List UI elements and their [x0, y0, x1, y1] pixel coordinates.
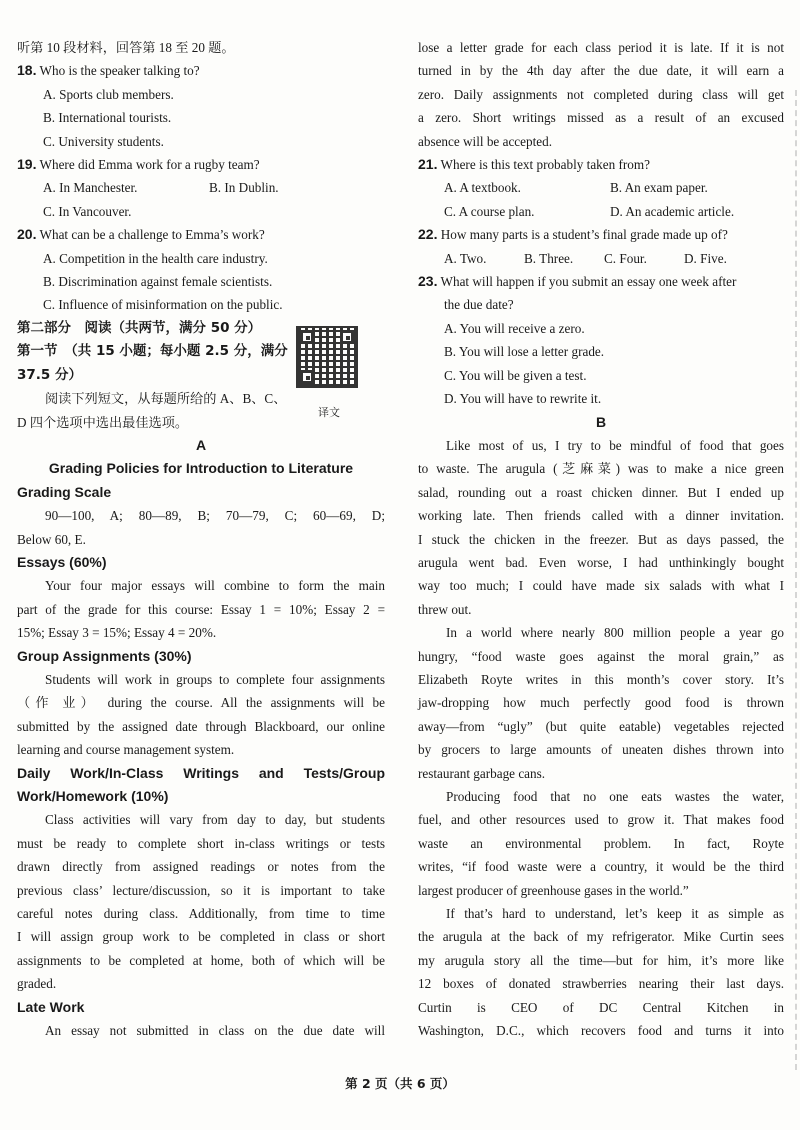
- option-c: C. A course plan.: [444, 203, 535, 219]
- passage-title: Grading Policies for Introduction to Literature: [48, 460, 354, 477]
- question-18: [17, 59, 385, 82]
- passage-letter-a: A: [195, 436, 207, 453]
- paragraph-line: a zero. Short writings missed as a result of an excused: [418, 110, 784, 126]
- paragraph-line: part of the grade for this course: Essay 1 = 10%; Essay 2 =: [17, 601, 385, 617]
- question-23: [418, 270, 784, 293]
- paragraph-line: Producing food that no one eats wastes the water,: [446, 789, 784, 804]
- paragraph-line: arugula went bad. Even worse, I had unthinkingly bought: [418, 554, 784, 570]
- paragraph-line: fuel, and other resources used to grow it. That makes food: [418, 812, 784, 828]
- paragraph-line: If that’s hard to understand, let’s keep it as simple as: [446, 906, 784, 922]
- option-a: A. A textbook.: [444, 180, 521, 196]
- question-number: 20.: [17, 226, 37, 243]
- paragraph-line: threw out.: [418, 601, 472, 617]
- option-b: B. An exam paper.: [610, 180, 708, 196]
- paragraph-line: Your four major essays will combine to form the main: [45, 578, 385, 594]
- question-number: 18.: [17, 62, 37, 79]
- paragraph-line: submitted by the assigned date through Blackboard, our online: [17, 718, 385, 734]
- question-number: 22.: [418, 226, 438, 243]
- paragraph-line: Class activities will vary from day to day, but students: [45, 812, 385, 828]
- option-a: A. You will receive a zero.: [444, 320, 585, 336]
- options-row: [418, 176, 784, 199]
- question-number: 19.: [17, 156, 37, 173]
- question-text: Who is the speaker talking to?: [39, 63, 200, 79]
- question-text: Where is this text probably taken from?: [440, 157, 650, 173]
- paragraph-line: working late. Then friends called with a dinner invitation.: [418, 508, 784, 524]
- options-row: [418, 247, 784, 270]
- option-a: A. Two.: [444, 250, 487, 266]
- question-text-cont: the due date?: [444, 297, 514, 313]
- options-row: [418, 200, 784, 223]
- question-20: [17, 223, 385, 246]
- question-text: What can be a challenge to Emma’s work?: [39, 227, 265, 243]
- passage-letter-b: B: [595, 413, 607, 430]
- option-b: B. Three.: [524, 250, 574, 266]
- option-c: C. University students.: [43, 133, 164, 149]
- option-a: A. Sports club members.: [43, 86, 174, 102]
- left-column: [17, 36, 385, 1042]
- paragraph-line: hungry, “food waste goes against the moral grain,” as: [418, 648, 784, 664]
- paragraph-line: by grocers to large amounts of uneaten dishes thrown into: [418, 742, 784, 758]
- question-22: [418, 223, 784, 246]
- paragraph-line: Elizabeth Royte writes in this month’s cover story. It’s: [418, 671, 784, 687]
- paragraph-line: previous class’ lecture/discussion, so it is important to take: [17, 882, 385, 898]
- paragraph-line: absence will be accepted.: [418, 133, 552, 149]
- paragraph-line: writes, “if food waste were a country, it would be the third: [418, 859, 784, 875]
- paragraph-line: Washington, D.C., which recovers food and turns it into: [418, 1023, 784, 1039]
- daily-work-heading-cont: Work/Homework (10%): [17, 788, 169, 804]
- paragraph-line: waste an environmental problem. In fact, Royte: [418, 835, 784, 851]
- option-a: A. Competition in the health care industry.: [43, 250, 268, 266]
- grading-scale-heading: Grading Scale: [17, 483, 112, 500]
- paragraph-line: turned in by the 4th day after the due date, it will earn a: [418, 63, 784, 79]
- paragraph-line: I stuck the chicken in the freezer. But as days passed, the: [418, 531, 784, 547]
- paragraph-line: 15%; Essay 3 = 15%; Essay 4 = 20%.: [17, 625, 217, 641]
- paragraph-line: In a world where nearly 800 million people a year go: [446, 625, 784, 641]
- option-c: C. Four.: [604, 250, 647, 266]
- paragraph-line: jaw-dropping how much perfectly good food is thrown: [418, 695, 784, 711]
- qr-code-icon: [296, 326, 358, 388]
- reading-instruction: 阅读下列短文，从每题所给的 A、B、C、: [45, 391, 287, 407]
- paragraph-line: learning and course management system.: [17, 742, 235, 758]
- question-number: 23.: [418, 273, 438, 290]
- option-b: B. You will lose a letter grade.: [444, 344, 605, 360]
- paragraph-line: 90—100, A; 80—89, B; 70—79, C; 60—69, D;: [45, 508, 385, 524]
- option-d: D. Five.: [684, 250, 727, 266]
- paragraph-line: zero. Daily assignments not completed during class will get: [418, 86, 784, 102]
- page-footer: 第 2 页（共 6 页）: [345, 1076, 455, 1091]
- paragraph-line: restaurant garbage cans.: [418, 765, 546, 781]
- option-d: D. An academic article.: [610, 203, 735, 219]
- option-c: C. Influence of misinformation on the public.: [43, 297, 283, 313]
- question-number: 21.: [418, 156, 438, 173]
- part-two-heading: 第二部分 阅读（共两节，满分 50 分）: [17, 319, 262, 336]
- option-c: C. You will be given a test.: [444, 367, 587, 383]
- reading-instruction-cont: D 四个选项中选出最佳选项。: [17, 414, 189, 430]
- paragraph-line: lose a letter grade for each class period it is late. If it is not: [418, 40, 784, 55]
- question-text: Where did Emma work for a rugby team?: [39, 157, 260, 173]
- scan-edge-marks: [792, 90, 797, 1070]
- section-one-heading-cont: 37.5 分）: [17, 366, 83, 383]
- paragraph-line: Below 60, E.: [17, 531, 86, 547]
- paragraph-line: Students will work in groups to complete four assignments: [45, 671, 385, 687]
- paragraph-line: must be ready to complete short in-class writings or tests: [17, 835, 385, 851]
- daily-work-heading: Daily Work/In-Class Writings and Tests/Group: [17, 764, 385, 781]
- option-b: B. In Dublin.: [209, 180, 279, 196]
- question-21: [418, 153, 784, 176]
- paragraph-line: largest producer of greenhouse gases in the world.”: [418, 882, 689, 898]
- paragraph-line: assignments to be completed at home, both of which will be: [17, 952, 385, 968]
- listening-instruction: 听第 10 段材料，回答第 18 至 20 题。: [17, 40, 235, 55]
- paragraph-line: way too much; I could have made six salads with what I: [418, 578, 784, 594]
- paragraph-line: to waste. The arugula (芝麻菜) was to make a nice green: [418, 461, 784, 477]
- paragraph-line: graded.: [17, 976, 57, 992]
- question-text: How many parts is a student’s final grade made up of?: [440, 227, 728, 243]
- paragraph-line: salad, rounding out a roast chicken dinner. But I ended up: [418, 484, 784, 500]
- question-text: What will happen if you submit an essay one week after: [440, 274, 737, 290]
- paragraph-line: An essay not submitted in class on the due date will: [45, 1023, 385, 1039]
- paragraph-line: away—from “ugly” (but quite eatable) vegetables rejected: [418, 718, 784, 734]
- paragraph-line: I will assign group work to be completed in class or short: [17, 929, 385, 945]
- paragraph-line: careful notes during class. Additionally, from time to time: [17, 906, 385, 922]
- paragraph-line: the arugula at the back of my refrigerator. Mike Curtin sees: [418, 929, 784, 945]
- essays-heading: Essays (60%): [17, 553, 107, 570]
- question-19: [17, 153, 385, 176]
- option-b: B. Discrimination against female scientists.: [43, 274, 273, 290]
- option-b: B. International tourists.: [43, 110, 172, 126]
- paragraph-line: （作 业） during the course. All the assignments will be: [17, 695, 385, 711]
- options-row: [17, 176, 385, 199]
- paragraph-line: drawn directly from assigned readings or notes from the: [17, 859, 385, 875]
- paragraph-line: my arugula story all the time—but for him, it’s more like: [418, 952, 784, 968]
- paragraph-line: Curtin is CEO of DC Central Kitchen in: [418, 999, 784, 1015]
- section-one-heading: 第一节 （共 15 小题；每小题 2.5 分，满分: [17, 343, 288, 360]
- paragraph-line: Like most of us, I try to be mindful of food that goes: [446, 437, 784, 453]
- group-assignments-heading: Group Assignments (30%): [17, 647, 192, 664]
- qr-code-label: 译文: [318, 406, 340, 419]
- paragraph-line: 12 boxes of donated strawberries nearing their last days.: [418, 976, 784, 992]
- right-column: [418, 36, 784, 1042]
- qr-code-block: [296, 326, 362, 420]
- option-a: A. In Manchester.: [43, 180, 138, 196]
- option-d: D. You will have to rewrite it.: [444, 391, 602, 407]
- option-c: C. In Vancouver.: [43, 203, 132, 219]
- late-work-heading: Late Work: [17, 998, 85, 1015]
